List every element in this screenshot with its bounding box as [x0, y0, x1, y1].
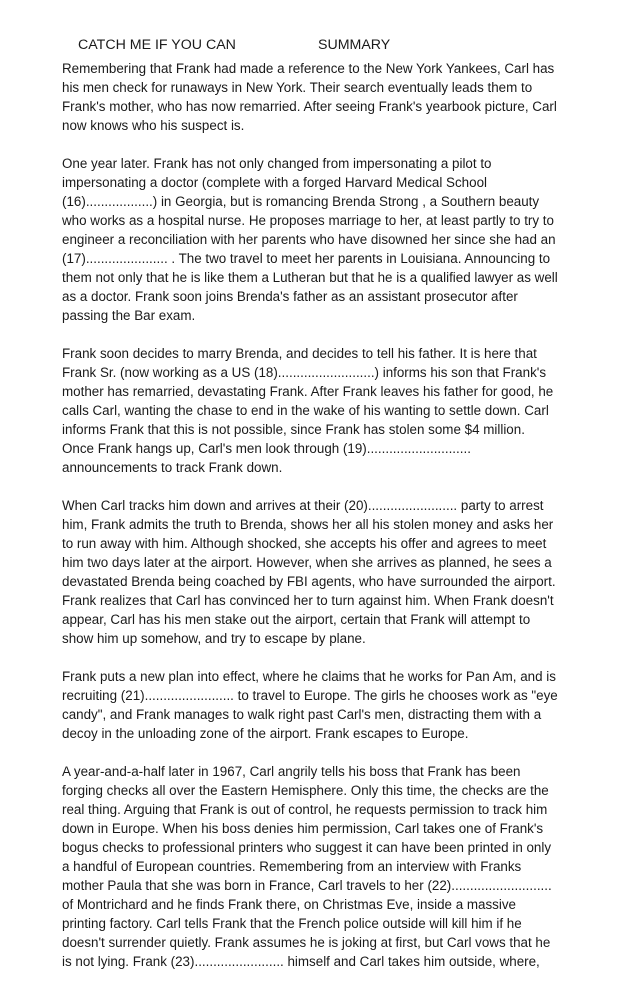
paragraph-marry-brenda: Frank soon decides to marry Brenda, and decides to tell his father. It is here that Frank Sr. (now working as a US (18)..........................) informs his son that Frank's mother has remarried, devastating Frank. After Frank leaves his father for good, he calls Carl, wanting the chase to end in the wake of his wanting to settle down. Carl informs Frank that this is not possible, since Frank has stolen some $4 million. Once Frank hangs up, Carl's men look through (19)............................ announcements to track Frank down. [62, 346, 554, 475]
document-page [62, 35, 582, 990]
summary-heading: SUMMARY [318, 37, 391, 53]
paragraph-one-year-later: One year later. Frank has not only changed from impersonating a pilot to impersonating a doctor (complete with a forged Harvard Medical School (16)..................) in Georgia, but is romancing Brenda Strong , a Southern beauty who works as a hospital nurse. He proposes marriage to her, at least partly to try to engineer a reconciliation with her parents who have disowned her since she had an (17)...................... . The two travel to meet her parents in Louisiana. Announcing to them not only that he is like them a Lutheran but that he is a qualified lawyer as well as a doctor. Frank soon joins Brenda's father as an assistant prosecutor after passing the Bar exam. [62, 156, 558, 323]
document-title: CATCH ME IF YOU CAN [78, 37, 236, 53]
paragraph-europe-1967: A year-and-a-half later in 1967, Carl angrily tells his boss that Frank has been forging checks all over the Eastern Hemisphere. Only this time, the checks are the real thing. Arguing that Frank is out of control, he requests permission to track him down in Europe. When his boss denies him permission, Carl takes one of Frank's bogus checks to professional printers who suggest it can have been printed in only a handful of European countries. Remembering from an interview with Franks mother Paula that she was born in France, Carl travels to her (22)........................... of Montrichard and he finds Frank there, on Christmas Eve, inside a massive printing factory. Carl tells Frank that the French police outside will kill him if he doesn't surrender quietly. Frank assumes he is joking at first, but Carl vows that he is not lying. Frank (23)........................ himself and Carl takes him outside, where, [62, 764, 552, 969]
document-header [62, 35, 582, 59]
paragraph-carl-tracks-him: When Carl tracks him down and arrives at their (20)........................ party to arrest him, Frank admits the truth to Brenda, shows her all his stolen money and asks her to run away with him. Although shocked, she accepts his offer and agrees to meet him two days later at the airport. However, when she arrives as planned, he sees a devastated Brenda being coached by FBI agents, who have surrounded the airport. Frank realizes that Carl has convinced her to turn against him. When Frank doesn't appear, Carl has his men stake out the airport, certain that Frank will attempt to show him up somehow, and try to escape by plane. [62, 498, 556, 646]
paragraph-search-new-york: Remembering that Frank had made a reference to the New York Yankees, Carl has his men check for runaways in New York. Their search eventually leads them to Frank's mother, who has now remarried. After seeing Frank's yearbook picture, Carl now knows who his suspect is. [62, 61, 557, 133]
paragraph-pan-am-plan: Frank puts a new plan into effect, where he claims that he works for Pan Am, and is recruiting (21)........................ to travel to Europe. The girls he chooses work as "eye candy", and Frank manages to walk right past Carl's men, distracting them with a decoy in the unloading zone of the airport. Frank escapes to Europe. [62, 669, 558, 741]
